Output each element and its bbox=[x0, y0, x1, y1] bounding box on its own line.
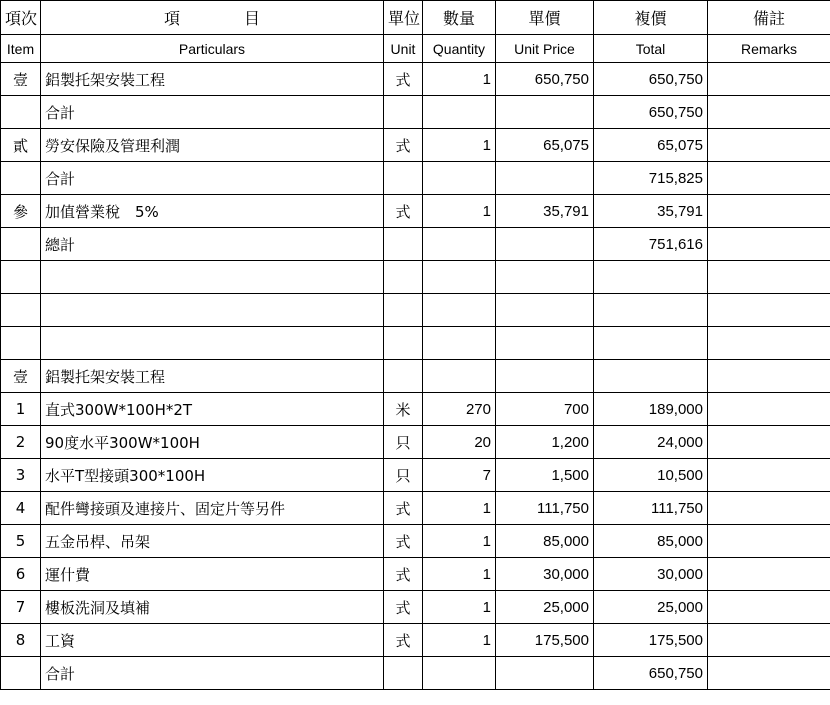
remarks-cell bbox=[708, 624, 830, 657]
header-total-zh: 複價 bbox=[594, 1, 708, 35]
table-row bbox=[1, 228, 830, 261]
remarks-cell bbox=[708, 162, 830, 195]
particulars-cell: 加值營業稅 5% bbox=[41, 195, 384, 228]
table-row bbox=[1, 195, 830, 228]
quantity-cell: 7 bbox=[423, 459, 496, 492]
unit-cell bbox=[384, 294, 423, 327]
total-cell: 650,750 bbox=[594, 63, 708, 96]
total-cell: 715,825 bbox=[594, 162, 708, 195]
item-cell bbox=[1, 657, 41, 690]
quantity-cell: 270 bbox=[423, 393, 496, 426]
remarks-cell bbox=[708, 393, 830, 426]
unit-cell bbox=[384, 96, 423, 129]
total-cell bbox=[594, 360, 708, 393]
table-row bbox=[1, 360, 830, 393]
item-cell: 4 bbox=[1, 492, 41, 525]
particulars-cell: 合計 bbox=[41, 96, 384, 129]
remarks-cell bbox=[708, 492, 830, 525]
table-row bbox=[1, 261, 830, 294]
header-unit-price-zh: 單價 bbox=[496, 1, 594, 35]
header-quantity-en: Quantity bbox=[423, 35, 496, 63]
unit-cell bbox=[384, 327, 423, 360]
unit-cell: 式 bbox=[384, 492, 423, 525]
table-row bbox=[1, 327, 830, 360]
unit-price-cell: 111,750 bbox=[496, 492, 594, 525]
unit-cell bbox=[384, 360, 423, 393]
table-row bbox=[1, 558, 830, 591]
item-cell bbox=[1, 162, 41, 195]
particulars-cell: 直式300W*100H*2T bbox=[41, 393, 384, 426]
table-row bbox=[1, 525, 830, 558]
table-row bbox=[1, 393, 830, 426]
total-cell: 85,000 bbox=[594, 525, 708, 558]
quantity-cell bbox=[423, 360, 496, 393]
item-cell: 3 bbox=[1, 459, 41, 492]
unit-cell: 式 bbox=[384, 624, 423, 657]
header-quantity-zh: 數量 bbox=[423, 1, 496, 35]
particulars-cell: 配件彎接頭及連接片、固定片等另件 bbox=[41, 492, 384, 525]
table-row bbox=[1, 96, 830, 129]
table-row bbox=[1, 129, 830, 162]
item-cell: 參 bbox=[1, 195, 41, 228]
header-item-zh: 項次 bbox=[1, 1, 41, 35]
unit-cell bbox=[384, 657, 423, 690]
total-cell: 189,000 bbox=[594, 393, 708, 426]
item-cell bbox=[1, 261, 41, 294]
item-cell: 6 bbox=[1, 558, 41, 591]
unit-price-cell: 65,075 bbox=[496, 129, 594, 162]
total-cell bbox=[594, 327, 708, 360]
quantity-cell: 1 bbox=[423, 195, 496, 228]
particulars-cell: 五金吊桿、吊架 bbox=[41, 525, 384, 558]
item-cell bbox=[1, 327, 41, 360]
unit-cell bbox=[384, 261, 423, 294]
unit-price-cell bbox=[496, 294, 594, 327]
header-particulars-zh: 項 目 bbox=[41, 1, 384, 35]
total-cell bbox=[594, 294, 708, 327]
table-row bbox=[1, 63, 830, 96]
header-unit-en: Unit bbox=[384, 35, 423, 63]
particulars-cell: 水平T型接頭300*100H bbox=[41, 459, 384, 492]
item-cell: 1 bbox=[1, 393, 41, 426]
total-cell: 650,750 bbox=[594, 657, 708, 690]
particulars-cell: 總計 bbox=[41, 228, 384, 261]
remarks-cell bbox=[708, 129, 830, 162]
unit-cell: 式 bbox=[384, 558, 423, 591]
total-cell: 10,500 bbox=[594, 459, 708, 492]
total-cell: 25,000 bbox=[594, 591, 708, 624]
remarks-cell bbox=[708, 96, 830, 129]
quantity-cell bbox=[423, 228, 496, 261]
item-cell: 2 bbox=[1, 426, 41, 459]
remarks-cell bbox=[708, 459, 830, 492]
item-cell bbox=[1, 294, 41, 327]
total-cell: 111,750 bbox=[594, 492, 708, 525]
total-cell bbox=[594, 261, 708, 294]
unit-price-cell bbox=[496, 228, 594, 261]
particulars-cell bbox=[41, 327, 384, 360]
remarks-cell bbox=[708, 657, 830, 690]
unit-cell: 式 bbox=[384, 195, 423, 228]
unit-price-cell: 175,500 bbox=[496, 624, 594, 657]
particulars-cell: 90度水平300W*100H bbox=[41, 426, 384, 459]
particulars-cell: 工資 bbox=[41, 624, 384, 657]
unit-cell: 式 bbox=[384, 129, 423, 162]
header-unit-price-en: Unit Price bbox=[496, 35, 594, 63]
quantity-cell bbox=[423, 294, 496, 327]
quantity-cell: 1 bbox=[423, 525, 496, 558]
header-unit-zh: 單位 bbox=[384, 1, 423, 35]
unit-price-cell: 35,791 bbox=[496, 195, 594, 228]
quantity-cell: 1 bbox=[423, 558, 496, 591]
particulars-cell bbox=[41, 261, 384, 294]
unit-price-cell bbox=[496, 327, 594, 360]
remarks-cell bbox=[708, 294, 830, 327]
quantity-cell bbox=[423, 96, 496, 129]
total-cell: 65,075 bbox=[594, 129, 708, 162]
quantity-cell: 1 bbox=[423, 591, 496, 624]
table-row bbox=[1, 459, 830, 492]
unit-price-cell: 1,200 bbox=[496, 426, 594, 459]
remarks-cell bbox=[708, 558, 830, 591]
quantity-cell bbox=[423, 261, 496, 294]
unit-cell: 米 bbox=[384, 393, 423, 426]
unit-price-cell: 25,000 bbox=[496, 591, 594, 624]
unit-cell bbox=[384, 162, 423, 195]
header-remarks-zh: 備註 bbox=[708, 1, 830, 35]
quantity-cell: 1 bbox=[423, 492, 496, 525]
header-item-en: Item bbox=[1, 35, 41, 63]
item-cell: 壹 bbox=[1, 360, 41, 393]
header-row-english bbox=[1, 35, 830, 63]
remarks-cell bbox=[708, 426, 830, 459]
unit-price-cell: 650,750 bbox=[496, 63, 594, 96]
unit-price-cell bbox=[496, 162, 594, 195]
quantity-cell bbox=[423, 162, 496, 195]
table-row bbox=[1, 492, 830, 525]
unit-cell: 式 bbox=[384, 525, 423, 558]
total-cell: 650,750 bbox=[594, 96, 708, 129]
unit-price-cell: 30,000 bbox=[496, 558, 594, 591]
unit-cell: 只 bbox=[384, 459, 423, 492]
particulars-cell bbox=[41, 294, 384, 327]
remarks-cell bbox=[708, 525, 830, 558]
item-cell: 貳 bbox=[1, 129, 41, 162]
header-row-chinese bbox=[1, 1, 830, 35]
quantity-cell: 20 bbox=[423, 426, 496, 459]
unit-cell: 只 bbox=[384, 426, 423, 459]
unit-cell: 式 bbox=[384, 63, 423, 96]
unit-cell: 式 bbox=[384, 591, 423, 624]
item-cell bbox=[1, 228, 41, 261]
item-cell: 8 bbox=[1, 624, 41, 657]
header-total-en: Total bbox=[594, 35, 708, 63]
particulars-cell: 合計 bbox=[41, 162, 384, 195]
total-cell: 175,500 bbox=[594, 624, 708, 657]
quantity-cell: 1 bbox=[423, 624, 496, 657]
particulars-cell: 勞安保險及管理利潤 bbox=[41, 129, 384, 162]
item-cell: 5 bbox=[1, 525, 41, 558]
unit-price-cell: 700 bbox=[496, 393, 594, 426]
unit-cell bbox=[384, 228, 423, 261]
table-row bbox=[1, 591, 830, 624]
unit-price-cell: 85,000 bbox=[496, 525, 594, 558]
total-cell: 30,000 bbox=[594, 558, 708, 591]
remarks-cell bbox=[708, 591, 830, 624]
item-cell: 7 bbox=[1, 591, 41, 624]
particulars-cell: 鋁製托架安裝工程 bbox=[41, 63, 384, 96]
item-cell: 壹 bbox=[1, 63, 41, 96]
particulars-cell: 樓板洗洞及填補 bbox=[41, 591, 384, 624]
total-cell: 35,791 bbox=[594, 195, 708, 228]
unit-price-cell bbox=[496, 261, 594, 294]
header-remarks-en: Remarks bbox=[708, 35, 830, 63]
table-row bbox=[1, 162, 830, 195]
remarks-cell bbox=[708, 327, 830, 360]
remarks-cell bbox=[708, 228, 830, 261]
quantity-cell: 1 bbox=[423, 129, 496, 162]
table-row bbox=[1, 294, 830, 327]
remarks-cell bbox=[708, 195, 830, 228]
unit-price-cell: 1,500 bbox=[496, 459, 594, 492]
unit-price-cell bbox=[496, 657, 594, 690]
quantity-cell bbox=[423, 657, 496, 690]
particulars-cell: 運什費 bbox=[41, 558, 384, 591]
particulars-cell: 鋁製托架安裝工程 bbox=[41, 360, 384, 393]
remarks-cell bbox=[708, 63, 830, 96]
particulars-cell: 合計 bbox=[41, 657, 384, 690]
table-row bbox=[1, 426, 830, 459]
unit-price-cell bbox=[496, 96, 594, 129]
total-cell: 751,616 bbox=[594, 228, 708, 261]
unit-price-cell bbox=[496, 360, 594, 393]
quantity-cell bbox=[423, 327, 496, 360]
header-particulars-en: Particulars bbox=[41, 35, 384, 63]
table-row bbox=[1, 657, 830, 690]
remarks-cell bbox=[708, 360, 830, 393]
total-cell: 24,000 bbox=[594, 426, 708, 459]
quantity-cell: 1 bbox=[423, 63, 496, 96]
item-cell bbox=[1, 96, 41, 129]
remarks-cell bbox=[708, 261, 830, 294]
table-row bbox=[1, 624, 830, 657]
